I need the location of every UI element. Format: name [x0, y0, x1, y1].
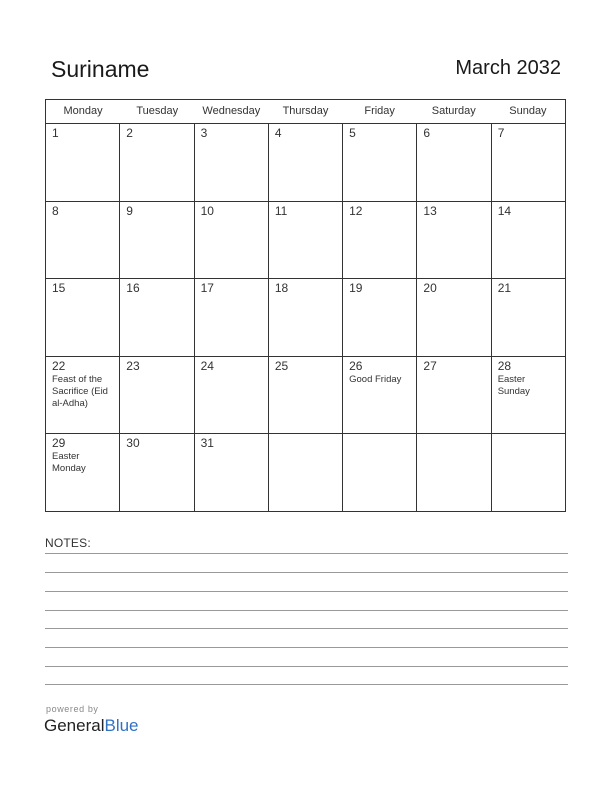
day-cell: [195, 434, 269, 512]
note-line: [45, 553, 568, 554]
day-cell: [120, 357, 194, 434]
day-cell: [195, 357, 269, 434]
day-cell: [120, 202, 194, 279]
day-number: 24: [200, 358, 214, 373]
day-cell: [417, 202, 491, 279]
day-number: 27: [423, 358, 437, 373]
week-row-1: [46, 124, 565, 202]
day-number: 16: [126, 281, 140, 296]
week-row-5: [46, 434, 565, 512]
day-number: 7: [497, 126, 505, 140]
day-cell: [120, 279, 194, 356]
day-cell: [120, 434, 194, 512]
day-number: 25: [274, 358, 289, 373]
day-cell: [269, 434, 343, 512]
brand-blue: Blue: [104, 716, 139, 735]
day-cell: [269, 124, 343, 201]
day-cell: [492, 124, 565, 201]
country-title: Suriname: [51, 56, 150, 82]
note-line: [45, 666, 568, 667]
note-line: [45, 591, 568, 592]
day-cell: [46, 279, 120, 356]
holiday-label: Feast of the Sacrifice (Eid al-Adha): [52, 373, 108, 409]
week-row-2: [46, 202, 565, 280]
weekday-wednesday: Wednesday: [202, 105, 261, 117]
day-cell: [417, 279, 491, 356]
notes-section: [45, 536, 568, 550]
weekday-thursday: Thursday: [282, 105, 329, 117]
notes-label: NOTES:: [45, 536, 91, 550]
day-number: 17: [200, 281, 214, 296]
holiday-label: Good Friday: [349, 373, 402, 385]
note-line: [45, 628, 568, 629]
day-cell: [269, 357, 343, 434]
day-number: 8: [52, 203, 59, 218]
day-cell: [46, 124, 120, 201]
day-cell: [343, 434, 417, 512]
day-number: 30: [126, 436, 140, 451]
day-cell: [46, 202, 120, 279]
day-number: 23: [126, 358, 140, 373]
day-cell: [492, 434, 565, 512]
day-number: 15: [52, 281, 66, 296]
day-number: 29: [52, 436, 66, 451]
note-line: [45, 610, 568, 611]
weekday-saturday: Saturday: [431, 105, 476, 117]
day-number: 18: [274, 281, 289, 296]
day-number: 6: [423, 126, 431, 140]
day-number: 2: [126, 126, 133, 140]
weekday-friday: Friday: [364, 105, 395, 117]
calendar-grid: [45, 99, 566, 512]
day-cell: [46, 357, 120, 434]
holiday-label: Easter Sunday: [497, 373, 530, 397]
day-number: 12: [349, 203, 363, 218]
day-number: 26: [349, 358, 363, 373]
day-number: 5: [349, 126, 356, 140]
weekday-sunday: Sunday: [509, 105, 547, 117]
day-number: 10: [200, 203, 214, 218]
day-cell: [492, 357, 565, 434]
weekday-monday: Monday: [63, 105, 103, 117]
holiday-label: Easter Monday: [52, 451, 86, 475]
day-number: 21: [497, 281, 512, 296]
day-cell: [417, 124, 491, 201]
day-cell: [343, 202, 417, 279]
day-cell: [492, 202, 565, 279]
day-cell: [492, 279, 565, 356]
note-line: [45, 647, 568, 648]
day-cell: [195, 202, 269, 279]
day-number: 3: [200, 126, 208, 140]
week-row-4: [46, 357, 565, 435]
day-number: 13: [423, 203, 437, 218]
powered-by-label: powered by: [46, 704, 99, 714]
brand-general: General: [44, 716, 105, 735]
day-number: 1: [52, 126, 59, 140]
note-line: [45, 572, 568, 573]
note-line: [45, 684, 568, 685]
day-cell: [417, 434, 491, 512]
day-number: 4: [274, 126, 282, 140]
day-cell: [343, 357, 417, 434]
day-cell: [195, 124, 269, 201]
day-number: 19: [349, 281, 363, 296]
day-cell: [120, 124, 194, 201]
day-cell: [417, 357, 491, 434]
day-number: 22: [52, 358, 66, 373]
day-cell: [343, 124, 417, 201]
generalblue-logo: [44, 704, 139, 736]
brand-name: [44, 716, 139, 736]
calendar-header: [0, 0, 612, 100]
day-number: 28: [497, 358, 512, 373]
day-cell: [46, 434, 120, 512]
day-number: 31: [200, 436, 214, 451]
day-number: 14: [497, 203, 512, 218]
week-row-3: [46, 279, 565, 357]
day-number: 20: [423, 281, 437, 296]
day-cell: [195, 279, 269, 356]
day-cell: [269, 279, 343, 356]
day-number: 9: [126, 203, 133, 218]
month-title: March 2032: [455, 57, 561, 79]
day-number: 11: [274, 203, 288, 218]
weekday-header-row: [46, 100, 565, 124]
day-cell: [343, 279, 417, 356]
day-cell: [269, 202, 343, 279]
weekday-tuesday: Tuesday: [136, 105, 179, 117]
